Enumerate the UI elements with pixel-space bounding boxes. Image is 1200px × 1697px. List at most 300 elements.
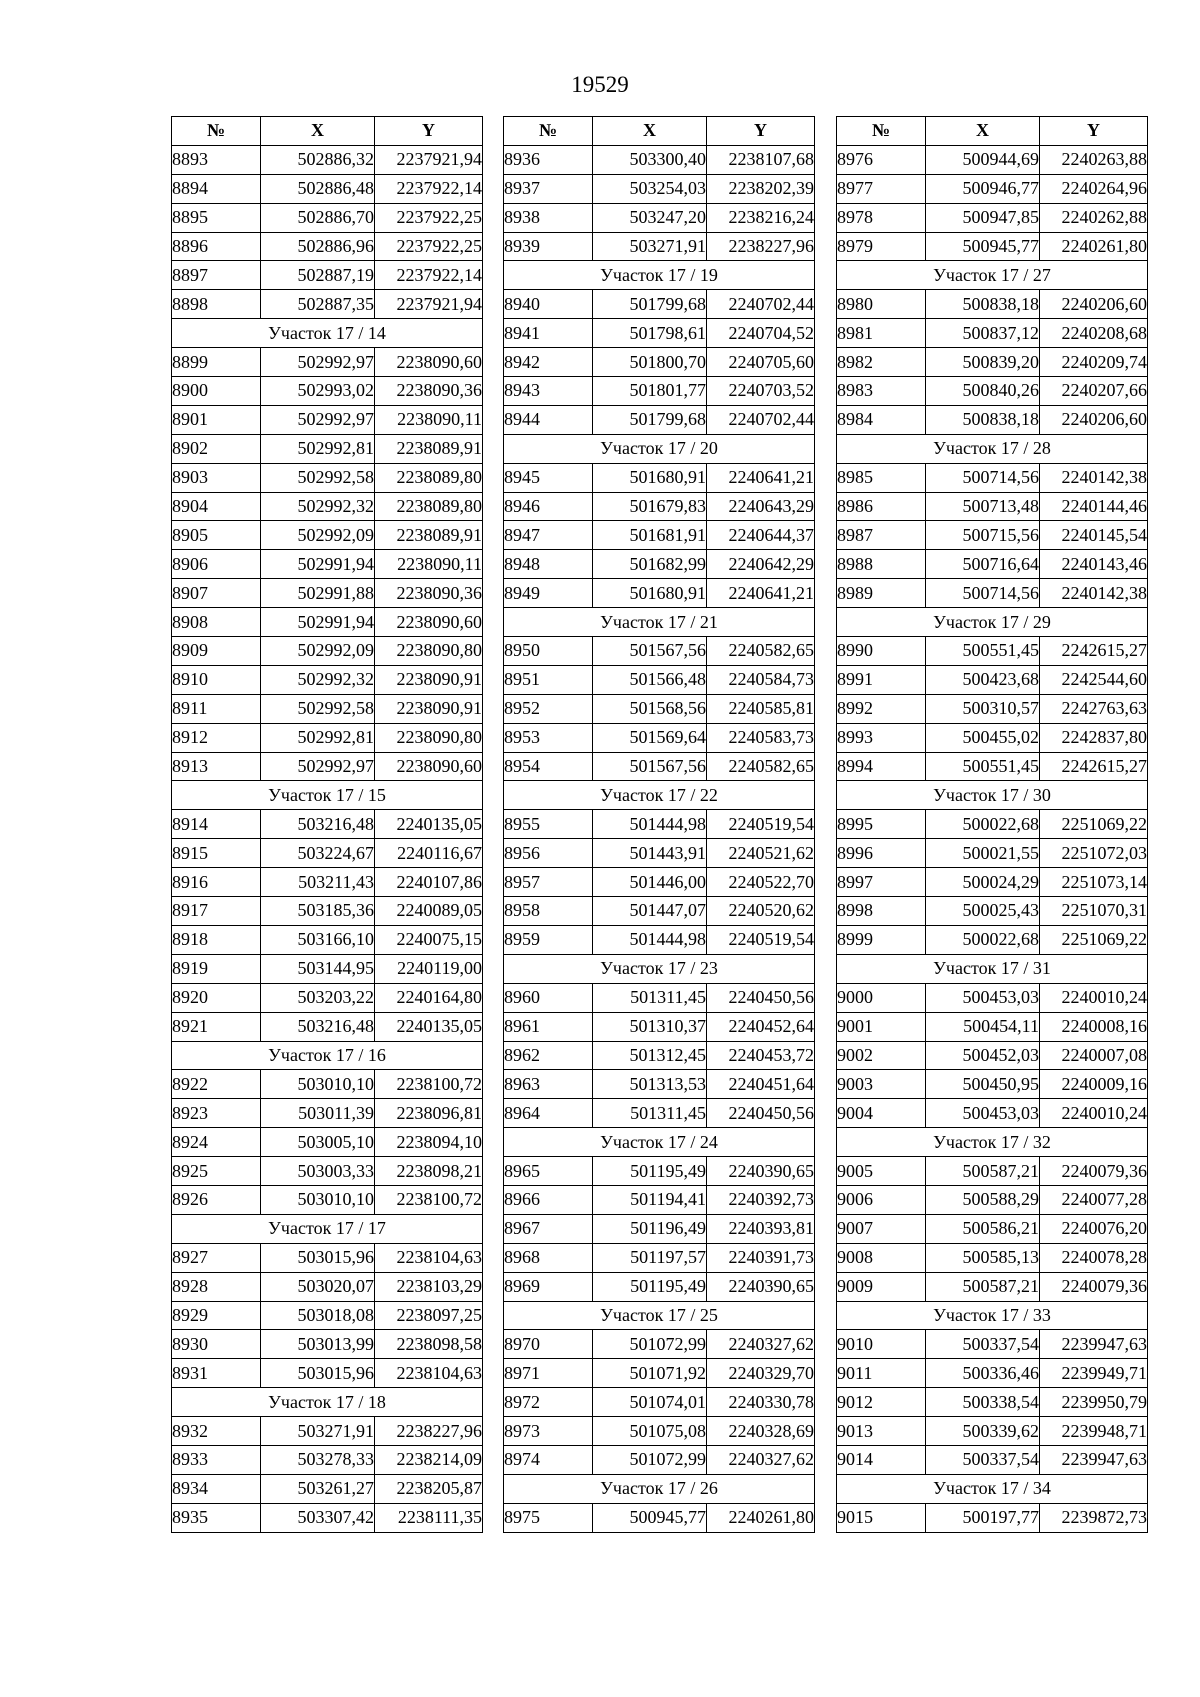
table-row (837, 983, 1148, 1012)
table-row (172, 1157, 483, 1186)
table-row (172, 1301, 483, 1330)
x-coordinate: 503211,43 (261, 868, 375, 897)
x-coordinate: 503166,10 (261, 925, 375, 954)
point-number: 8960 (504, 983, 593, 1012)
point-number: 8910 (172, 665, 261, 694)
x-coordinate: 502992,58 (261, 694, 375, 723)
table-row (837, 897, 1148, 926)
table-row (172, 868, 483, 897)
x-coordinate: 501679,83 (593, 492, 707, 521)
x-coordinate: 503013,99 (261, 1330, 375, 1359)
x-coordinate: 500025,43 (926, 897, 1040, 926)
y-coordinate: 2238090,80 (375, 637, 483, 666)
point-number: 8907 (172, 579, 261, 608)
table-row (504, 810, 815, 839)
table-row (172, 752, 483, 781)
section-title: Участок 17 / 28 (837, 434, 1148, 463)
x-coordinate: 500423,68 (926, 665, 1040, 694)
x-coordinate: 502991,94 (261, 608, 375, 637)
y-coordinate: 2238103,29 (375, 1272, 483, 1301)
table-row (504, 1243, 815, 1272)
x-coordinate: 500840,26 (926, 377, 1040, 406)
y-coordinate: 2240206,60 (1040, 405, 1148, 434)
point-number: 8999 (837, 925, 926, 954)
point-number: 8957 (504, 868, 593, 897)
x-coordinate: 502886,70 (261, 203, 375, 232)
y-coordinate: 2240142,38 (1040, 579, 1148, 608)
x-coordinate: 503224,67 (261, 839, 375, 868)
point-number: 8940 (504, 290, 593, 319)
y-coordinate: 2242837,80 (1040, 723, 1148, 752)
x-coordinate: 502991,88 (261, 579, 375, 608)
y-coordinate: 2240392,73 (707, 1185, 815, 1214)
table-row (837, 203, 1148, 232)
point-number: 8898 (172, 290, 261, 319)
x-coordinate: 503015,96 (261, 1359, 375, 1388)
table-row (504, 492, 815, 521)
section-title: Участок 17 / 21 (504, 608, 815, 637)
x-coordinate: 501447,07 (593, 897, 707, 926)
y-coordinate: 2240705,60 (707, 348, 815, 377)
table-row (172, 290, 483, 319)
x-coordinate: 502992,97 (261, 752, 375, 781)
x-coordinate: 502992,81 (261, 434, 375, 463)
x-coordinate: 502887,35 (261, 290, 375, 319)
x-coordinate: 501566,48 (593, 665, 707, 694)
point-number: 8894 (172, 174, 261, 203)
header-x: X (593, 117, 707, 146)
point-number: 8923 (172, 1099, 261, 1128)
y-coordinate: 2251069,22 (1040, 925, 1148, 954)
y-coordinate: 2238216,24 (707, 203, 815, 232)
y-coordinate: 2251072,03 (1040, 839, 1148, 868)
x-coordinate: 500337,54 (926, 1330, 1040, 1359)
point-number: 8932 (172, 1417, 261, 1446)
table-row (837, 694, 1148, 723)
y-coordinate: 2240521,62 (707, 839, 815, 868)
y-coordinate: 2240704,52 (707, 319, 815, 348)
point-number: 8901 (172, 405, 261, 434)
x-coordinate: 501567,56 (593, 637, 707, 666)
x-coordinate: 503307,42 (261, 1503, 375, 1532)
table-row (837, 463, 1148, 492)
section-title: Участок 17 / 34 (837, 1474, 1148, 1503)
point-number: 8975 (504, 1503, 593, 1532)
point-number: 8981 (837, 319, 926, 348)
table-row (504, 925, 815, 954)
y-coordinate: 2240330,78 (707, 1388, 815, 1417)
point-number: 8996 (837, 839, 926, 868)
table-row (837, 839, 1148, 868)
x-coordinate: 501071,92 (593, 1359, 707, 1388)
point-number: 8984 (837, 405, 926, 434)
table-row (504, 1185, 815, 1214)
table-row (504, 550, 815, 579)
point-number: 8927 (172, 1243, 261, 1272)
x-coordinate: 501074,01 (593, 1388, 707, 1417)
table-row (504, 1417, 815, 1446)
x-coordinate: 500021,55 (926, 839, 1040, 868)
x-coordinate: 500339,62 (926, 1417, 1040, 1446)
table-row (837, 1070, 1148, 1099)
x-coordinate: 503216,48 (261, 810, 375, 839)
section-header-row (172, 1388, 483, 1417)
x-coordinate: 500450,95 (926, 1070, 1040, 1099)
section-header-row (837, 1128, 1148, 1157)
table-row (837, 925, 1148, 954)
x-coordinate: 503185,36 (261, 897, 375, 926)
table-row (837, 1099, 1148, 1128)
table-row (504, 1272, 815, 1301)
x-coordinate: 501798,61 (593, 319, 707, 348)
table-row (172, 1330, 483, 1359)
x-coordinate: 502886,48 (261, 174, 375, 203)
table-row (504, 637, 815, 666)
y-coordinate: 2238090,91 (375, 694, 483, 723)
point-number: 8988 (837, 550, 926, 579)
point-number: 8942 (504, 348, 593, 377)
point-number: 8977 (837, 174, 926, 203)
y-coordinate: 2238097,25 (375, 1301, 483, 1330)
point-number: 8897 (172, 261, 261, 290)
table-row (172, 983, 483, 1012)
x-coordinate: 500454,11 (926, 1012, 1040, 1041)
x-coordinate: 501075,08 (593, 1417, 707, 1446)
x-coordinate: 500453,03 (926, 1099, 1040, 1128)
x-coordinate: 500310,57 (926, 694, 1040, 723)
point-number: 8937 (504, 174, 593, 203)
section-title: Участок 17 / 17 (172, 1214, 483, 1243)
table-row (172, 550, 483, 579)
x-coordinate: 501313,53 (593, 1070, 707, 1099)
section-title: Участок 17 / 16 (172, 1041, 483, 1070)
table-row (172, 145, 483, 174)
point-number: 8933 (172, 1445, 261, 1474)
y-coordinate: 2237921,94 (375, 290, 483, 319)
x-coordinate: 500455,02 (926, 723, 1040, 752)
point-number: 8943 (504, 377, 593, 406)
table-row (837, 1012, 1148, 1041)
y-coordinate: 2240135,05 (375, 1012, 483, 1041)
y-coordinate: 2240010,24 (1040, 983, 1148, 1012)
y-coordinate: 2242763,63 (1040, 694, 1148, 723)
point-number: 8990 (837, 637, 926, 666)
point-number: 8978 (837, 203, 926, 232)
x-coordinate: 501311,45 (593, 983, 707, 1012)
y-coordinate: 2238089,91 (375, 434, 483, 463)
point-number: 9014 (837, 1445, 926, 1474)
point-number: 8964 (504, 1099, 593, 1128)
point-number: 8963 (504, 1070, 593, 1099)
table-row (172, 1503, 483, 1532)
y-coordinate: 2240079,36 (1040, 1157, 1148, 1186)
table-row (837, 637, 1148, 666)
y-coordinate: 2240390,65 (707, 1272, 815, 1301)
section-title: Участок 17 / 32 (837, 1128, 1148, 1157)
point-number: 9006 (837, 1185, 926, 1214)
y-coordinate: 2240264,96 (1040, 174, 1148, 203)
section-title: Участок 17 / 30 (837, 781, 1148, 810)
y-coordinate: 2240644,37 (707, 521, 815, 550)
y-coordinate: 2238090,80 (375, 723, 483, 752)
y-coordinate: 2240583,73 (707, 723, 815, 752)
table-row (504, 752, 815, 781)
y-coordinate: 2240078,28 (1040, 1243, 1148, 1272)
x-coordinate: 500946,77 (926, 174, 1040, 203)
y-coordinate: 2240641,21 (707, 463, 815, 492)
section-header-row (504, 781, 815, 810)
point-number: 8921 (172, 1012, 261, 1041)
y-coordinate: 2240009,16 (1040, 1070, 1148, 1099)
point-number: 8948 (504, 550, 593, 579)
x-coordinate: 502993,02 (261, 377, 375, 406)
x-coordinate: 500715,56 (926, 521, 1040, 550)
point-number: 8997 (837, 868, 926, 897)
section-title: Участок 17 / 24 (504, 1128, 815, 1157)
point-number: 8953 (504, 723, 593, 752)
table-row (504, 1041, 815, 1070)
y-coordinate: 2238104,63 (375, 1359, 483, 1388)
y-coordinate: 2238090,36 (375, 377, 483, 406)
x-coordinate: 500337,54 (926, 1445, 1040, 1474)
coordinate-table-middle (503, 116, 815, 1533)
section-header-row (837, 434, 1148, 463)
x-coordinate: 501680,91 (593, 579, 707, 608)
point-number: 9011 (837, 1359, 926, 1388)
y-coordinate: 2238090,36 (375, 579, 483, 608)
table-row (172, 1272, 483, 1301)
table-row (837, 145, 1148, 174)
y-coordinate: 2240643,29 (707, 492, 815, 521)
y-coordinate: 2239947,63 (1040, 1330, 1148, 1359)
table-row (172, 839, 483, 868)
table-row (172, 1243, 483, 1272)
y-coordinate: 2239947,63 (1040, 1445, 1148, 1474)
y-coordinate: 2240261,80 (1040, 232, 1148, 261)
table-row (504, 232, 815, 261)
point-number: 8911 (172, 694, 261, 723)
y-coordinate: 2240582,65 (707, 752, 815, 781)
y-coordinate: 2240135,05 (375, 810, 483, 839)
y-coordinate: 2251073,14 (1040, 868, 1148, 897)
y-coordinate: 2240702,44 (707, 405, 815, 434)
page-number: 19529 (571, 72, 629, 97)
y-coordinate: 2240116,67 (375, 839, 483, 868)
y-coordinate: 2239948,71 (1040, 1417, 1148, 1446)
y-coordinate: 2238227,96 (375, 1417, 483, 1446)
point-number: 8991 (837, 665, 926, 694)
y-coordinate: 2237922,25 (375, 203, 483, 232)
table-row (504, 405, 815, 434)
x-coordinate: 501311,45 (593, 1099, 707, 1128)
section-title: Участок 17 / 19 (504, 261, 815, 290)
x-coordinate: 502992,97 (261, 348, 375, 377)
y-coordinate: 2238100,72 (375, 1185, 483, 1214)
table-row (837, 1417, 1148, 1446)
table-row (837, 1157, 1148, 1186)
table-row (172, 492, 483, 521)
table-row (837, 579, 1148, 608)
section-header-row (504, 434, 815, 463)
point-number: 8914 (172, 810, 261, 839)
table-row (172, 608, 483, 637)
table-row (504, 377, 815, 406)
x-coordinate: 502992,32 (261, 665, 375, 694)
x-coordinate: 501568,56 (593, 694, 707, 723)
point-number: 8918 (172, 925, 261, 954)
section-title: Участок 17 / 25 (504, 1301, 815, 1330)
x-coordinate: 501196,49 (593, 1214, 707, 1243)
table-row (837, 1272, 1148, 1301)
y-coordinate: 2238089,80 (375, 492, 483, 521)
y-coordinate: 2240089,05 (375, 897, 483, 926)
y-coordinate: 2238098,21 (375, 1157, 483, 1186)
header-y: Y (1040, 117, 1148, 146)
x-coordinate: 503011,39 (261, 1099, 375, 1128)
table-row (837, 232, 1148, 261)
x-coordinate: 501444,98 (593, 810, 707, 839)
x-coordinate: 500838,18 (926, 290, 1040, 319)
point-number: 9008 (837, 1243, 926, 1272)
table-row (504, 174, 815, 203)
x-coordinate: 501680,91 (593, 463, 707, 492)
point-number: 8908 (172, 608, 261, 637)
table-row (504, 1012, 815, 1041)
x-coordinate: 503278,33 (261, 1445, 375, 1474)
x-coordinate: 500839,20 (926, 348, 1040, 377)
point-number: 8954 (504, 752, 593, 781)
header-number: № (837, 117, 926, 146)
y-coordinate: 2240702,44 (707, 290, 815, 319)
y-coordinate: 2239949,71 (1040, 1359, 1148, 1388)
y-coordinate: 2240453,72 (707, 1041, 815, 1070)
y-coordinate: 2242615,27 (1040, 752, 1148, 781)
section-header-row (837, 608, 1148, 637)
coordinate-table-right (836, 116, 1148, 1533)
x-coordinate: 501799,68 (593, 405, 707, 434)
table-row (172, 1474, 483, 1503)
header-y: Y (707, 117, 815, 146)
point-number: 8904 (172, 492, 261, 521)
x-coordinate: 503010,10 (261, 1185, 375, 1214)
point-number: 8986 (837, 492, 926, 521)
x-coordinate: 500945,77 (593, 1503, 707, 1532)
y-coordinate: 2240703,52 (707, 377, 815, 406)
section-header-row (837, 1301, 1148, 1330)
x-coordinate: 501799,68 (593, 290, 707, 319)
y-coordinate: 2240391,73 (707, 1243, 815, 1272)
x-coordinate: 500338,54 (926, 1388, 1040, 1417)
point-number: 8925 (172, 1157, 261, 1186)
point-number: 8994 (837, 752, 926, 781)
section-title: Участок 17 / 31 (837, 954, 1148, 983)
y-coordinate: 2240261,80 (707, 1503, 815, 1532)
table-row (504, 463, 815, 492)
y-coordinate: 2240452,64 (707, 1012, 815, 1041)
section-title: Участок 17 / 23 (504, 954, 815, 983)
point-number: 8946 (504, 492, 593, 521)
point-number: 8928 (172, 1272, 261, 1301)
point-number: 8968 (504, 1243, 593, 1272)
table-row (837, 1041, 1148, 1070)
y-coordinate: 2238090,60 (375, 608, 483, 637)
point-number: 8922 (172, 1070, 261, 1099)
point-number: 8982 (837, 348, 926, 377)
x-coordinate: 502992,81 (261, 723, 375, 752)
point-number: 8935 (172, 1503, 261, 1532)
x-coordinate: 501195,49 (593, 1272, 707, 1301)
table-row (837, 550, 1148, 579)
y-coordinate: 2238094,10 (375, 1128, 483, 1157)
x-coordinate: 502991,94 (261, 550, 375, 579)
x-coordinate: 500945,77 (926, 232, 1040, 261)
x-coordinate: 503015,96 (261, 1243, 375, 1272)
x-coordinate: 500587,21 (926, 1272, 1040, 1301)
x-coordinate: 502992,09 (261, 521, 375, 550)
table-row (504, 723, 815, 752)
point-number: 8952 (504, 694, 593, 723)
x-coordinate: 501444,98 (593, 925, 707, 954)
table-row (172, 521, 483, 550)
point-number: 8900 (172, 377, 261, 406)
point-number: 9007 (837, 1214, 926, 1243)
table-row (504, 1214, 815, 1243)
x-coordinate: 503271,91 (261, 1417, 375, 1446)
table-row (172, 261, 483, 290)
y-coordinate: 2240207,66 (1040, 377, 1148, 406)
point-number: 9013 (837, 1417, 926, 1446)
table-row (172, 810, 483, 839)
table-row (172, 1070, 483, 1099)
table-row (504, 1359, 815, 1388)
section-header-row (504, 1301, 815, 1330)
x-coordinate: 501310,37 (593, 1012, 707, 1041)
table-row (504, 868, 815, 897)
table-row (504, 1099, 815, 1128)
point-number: 9005 (837, 1157, 926, 1186)
section-header-row (504, 608, 815, 637)
point-number: 8992 (837, 694, 926, 723)
x-coordinate: 500336,46 (926, 1359, 1040, 1388)
point-number: 9003 (837, 1070, 926, 1099)
table-row (504, 1070, 815, 1099)
point-number: 8947 (504, 521, 593, 550)
y-coordinate: 2240585,81 (707, 694, 815, 723)
header-y: Y (375, 117, 483, 146)
y-coordinate: 2238107,68 (707, 145, 815, 174)
table-row (172, 897, 483, 926)
point-number: 8941 (504, 319, 593, 348)
point-number: 8961 (504, 1012, 593, 1041)
y-coordinate: 2240393,81 (707, 1214, 815, 1243)
table-row (837, 319, 1148, 348)
point-number: 8930 (172, 1330, 261, 1359)
x-coordinate: 503254,03 (593, 174, 707, 203)
table-row (172, 1445, 483, 1474)
y-coordinate: 2240451,64 (707, 1070, 815, 1099)
table-row (172, 434, 483, 463)
y-coordinate: 2238090,11 (375, 550, 483, 579)
x-coordinate: 500837,12 (926, 319, 1040, 348)
x-coordinate: 503203,22 (261, 983, 375, 1012)
y-coordinate: 2240077,28 (1040, 1185, 1148, 1214)
header-number: № (504, 117, 593, 146)
y-coordinate: 2240107,86 (375, 868, 483, 897)
table-row (172, 463, 483, 492)
point-number: 8934 (172, 1474, 261, 1503)
table-row (837, 665, 1148, 694)
point-number: 8896 (172, 232, 261, 261)
